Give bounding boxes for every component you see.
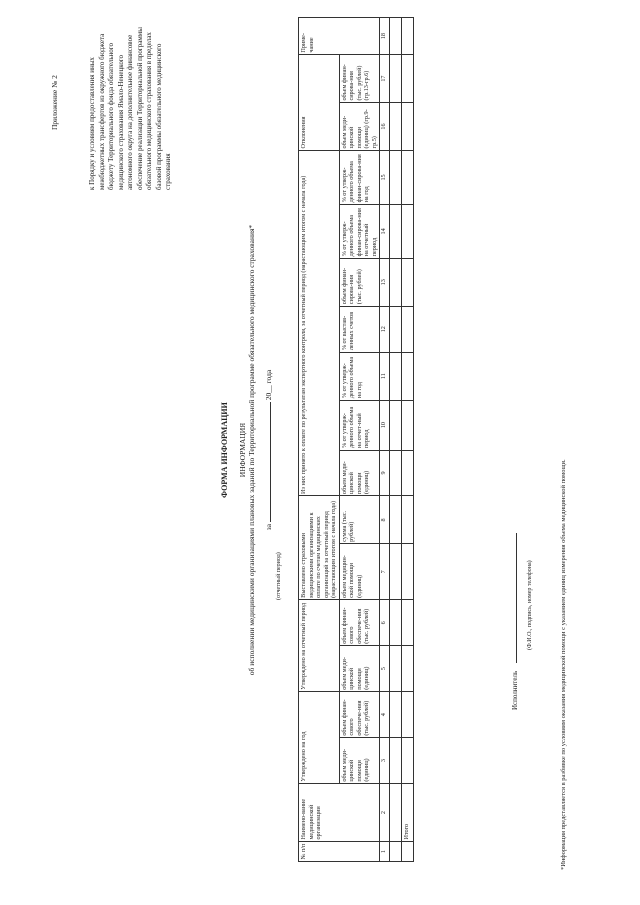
col-num: 1: [380, 842, 390, 862]
info-title: ИНФОРМАЦИЯ: [238, 422, 247, 478]
total-label: Итого: [402, 784, 414, 842]
period-blank: [264, 402, 271, 522]
rotated-sheet: [40, 10, 600, 890]
header-org-name: Наимено-вание медицинской организации: [299, 784, 380, 842]
col-num: 9: [380, 450, 390, 496]
period-line: [264, 10, 273, 890]
col-num: 14: [380, 204, 390, 258]
col-num: 8: [380, 496, 390, 544]
sub-accepted-pct-bills: % от выстав-ленных счетов: [339, 306, 380, 352]
col-num: 12: [380, 306, 390, 352]
sub-insured-sum: сумма (тыс. рублей): [339, 496, 380, 544]
header-approved-period: Утверждено на отчетный период: [299, 600, 340, 692]
report-table: [298, 17, 414, 862]
form-title: ФОРМА ИНФОРМАЦИИ: [220, 402, 229, 498]
table-header-row: [299, 18, 340, 862]
col-num: 3: [380, 738, 390, 784]
sub-accepted-pct-period: % от утверж-денного объема на отчет-ный период: [339, 400, 380, 450]
period-year: 20__ года: [264, 369, 273, 401]
header-deviation: Отклонения: [299, 55, 340, 151]
sub-accepted-fin: объем финан-сирова-ния (тыс. рублей): [339, 258, 380, 306]
col-num: 16: [380, 103, 390, 151]
sub-period-fin: объем финан-сового обеспече-ния (тыс. рублей): [339, 600, 380, 646]
period-prefix: за: [264, 523, 273, 531]
executor-hint: (Ф.И.О., подпись, номер телефона): [527, 560, 533, 650]
sub-accepted-fin-pct-year: % от утверж-денного объема финан-сирова-ния на год: [339, 150, 380, 204]
col-num: 7: [380, 544, 390, 600]
header-approved-year: Утверждено на год: [299, 692, 340, 784]
col-num: 6: [380, 600, 390, 646]
info-subtitle: об исполнении медицинскими организациями плановых заданий по Территориальной программе обязательного медицинского страхования*: [247, 224, 256, 676]
executor-label: Исполнитель: [511, 670, 519, 710]
col-num: 15: [380, 150, 390, 204]
header-accepted: Из них принято к оплате по результатам экспертного контроля, за отчетный период (нарастающим итогом с начала года): [299, 150, 340, 496]
sub-accepted-fin-pct-period: % от утверж-денного объема финан-сирова-ния на отчетный период: [339, 204, 380, 258]
order-reference: к Порядку и условиям предоставления иных межбюджетных трансфертов из окружного бюджета бюджету Территориального фонда обязательного медицинского страхования Ямало-Ненецкого автономного округа на дополнительное финансовое обеспечение реализации Территориальной программы обязательного медицинского страхования в пределах базовой программы обязательного медицинского страхования: [88, 27, 172, 190]
sub-deviation-fin: объем финан-сирова-ния (тыс. рублей) (гр.13-гр.6): [339, 55, 380, 103]
col-num: 11: [380, 352, 390, 400]
column-number-row: [380, 18, 390, 862]
header-note: Приме-чание: [299, 18, 380, 55]
header-insured-billed: Выставлено страховыми медицинскими организациями к оплате по счетам медицинских организаций за отчетный период (нарастающим итогом с начала года): [299, 496, 340, 600]
col-num: 4: [380, 692, 390, 738]
executor-line: [510, 533, 519, 710]
executor-blank: [510, 533, 517, 663]
sub-year-fin: объем финан-сового обеспече-ния (тыс. рублей): [339, 692, 380, 738]
col-num: 18: [380, 18, 390, 55]
footnote: *Информация представляется в разбивке по условиям оказания медицинской помощи с указанием единиц измерения объема медицинской помощи.: [560, 459, 567, 870]
col-num: 2: [380, 784, 390, 842]
total-row: [402, 18, 414, 862]
sub-accepted-pct-year: % от утверж-денного объема на год: [339, 352, 380, 400]
period-hint: (отчетный период): [276, 552, 282, 600]
appendix-label: Приложение № 2: [50, 75, 59, 130]
col-num: 10: [380, 400, 390, 450]
sub-deviation-volume: объем меди-цинской помощи (единиц) (гр.9-гр.5): [339, 103, 380, 151]
table-subheader-row: [339, 18, 380, 862]
col-num: 5: [380, 646, 390, 692]
col-num: 13: [380, 258, 390, 306]
header-no: № п/п: [299, 842, 380, 862]
sub-period-volume: объем меди-цинской помощи (единиц): [339, 646, 380, 692]
empty-row: [390, 18, 402, 862]
col-num: 17: [380, 55, 390, 103]
sub-insured-volume: объем медицин-ской помощи (единиц): [339, 544, 380, 600]
sub-year-volume: объем меди-цинской помощи (единиц): [339, 738, 380, 784]
sub-accepted-volume: объем меди-цинской помощи (единиц): [339, 450, 380, 496]
